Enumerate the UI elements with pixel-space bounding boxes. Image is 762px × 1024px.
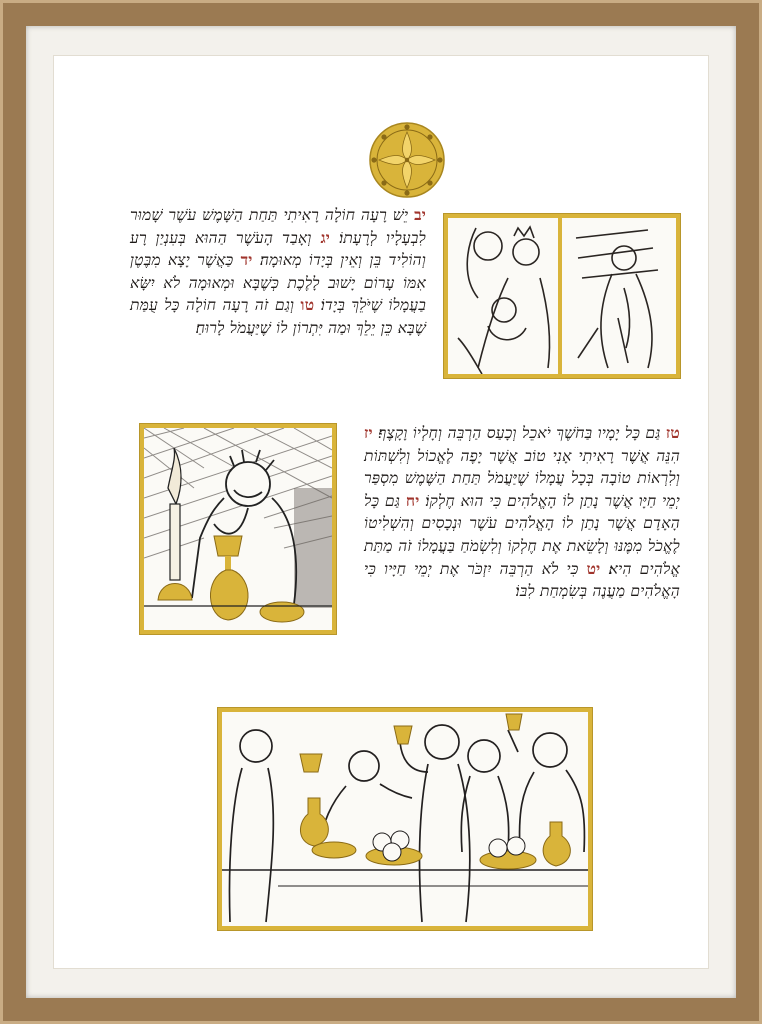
verse-number: יח: [405, 490, 420, 510]
verse-number: יט: [586, 558, 601, 578]
mat-board: [26, 26, 736, 998]
verse-text: כִּי לֹא הַרְבֵּה יִזְכֹּר אֶת יְמֵי חַיָּיו כִּי הָאֱלֹהִים מַעֲנֶה בְּשִׂמְחַת לִבּוֹ׃: [364, 559, 680, 601]
illustration-panel-banquet: [218, 708, 592, 930]
verse-text: וְגַם זֹה רָעָה חוֹלָה כָּל עֻמַּת שֶׁבָּא כֵּן יֵלֵךְ וּמַה יִּתְרוֹן לוֹ שֶׁיַּעֲמֹל לָרוּחַ׃: [130, 296, 426, 337]
verse-number: יד: [240, 250, 253, 270]
verse-text: גַּם כָּל הָאָדָם אֲשֶׁר נָתַן לוֹ הָאֱלֹהִים עֹשֶׁר וּנְכָסִים וְהִשְׁלִיטוֹ לֶאֱכֹל מִמֶּנּוּ וְלָשֵׂאת אֶת חֶלְקוֹ וְלִשְׂמֹחַ בַּעֲמָלוֹ זֹה מַתַּת אֱלֹהִים הִיא׃: [364, 491, 681, 578]
verse-number: יז: [364, 423, 373, 442]
illustration-panel-drinker: [140, 424, 336, 634]
hebrew-text-block-1: [130, 204, 426, 340]
verse-text: גַּם כָּל יָמָיו בַּחֹשֶׁךְ יֹאכֵל וְכָעַס הַרְבֵּה וְחָלְיוֹ וָקָצֶף׃: [372, 424, 666, 442]
illustration-panel-mourners: [444, 214, 680, 378]
hebrew-text-block-2: [364, 422, 680, 603]
verse-text: יֵשׁ רָעָה חוֹלָה רָאִיתִי תַּחַת הַשָּׁמֶשׁ עֹשֶׁר שָׁמוּר לִבְעָלָיו לְרָעָתוֹ׃: [130, 206, 426, 247]
verse-number: טז: [665, 423, 680, 442]
verse-text: וְאָבַד הָעֹשֶׁר הַהוּא בְּעִנְיַן רָע וְהוֹלִיד בֵּן וְאֵין בְּיָדוֹ מְאוּמָה׃: [130, 228, 426, 270]
verse-text: הִנֵּה אֲשֶׁר רָאִיתִי אָנִי טוֹב אֲשֶׁר יָפֶה לֶאֱכוֹל וְלִשְׁתּוֹת וְלִרְאוֹת טוֹבָה בְּכָל עֲמָלוֹ שֶׁיַּעֲמֹל תַּחַת הַשֶּׁמֶשׁ מִסְפַּר יְמֵי חַיָּו אֲשֶׁר נָתַן לוֹ הָאֱלֹהִים כִּי הוּא חֶלְקוֹ׃: [364, 446, 680, 510]
verse-number: טו: [300, 295, 315, 315]
manuscript-page: [54, 56, 708, 968]
verse-text: כַּאֲשֶׁר יָצָא מִבֶּטֶן אִמּוֹ עָרוֹם יָשׁוּב לָלֶכֶת כְּשֶׁבָּא וּמְאוּמָה לֹא יִשָּׂא בַעֲמָלוֹ שֶׁיֹּלֵךְ בְּיָדוֹ׃: [130, 251, 427, 315]
verse-number: יג: [320, 227, 331, 247]
gold-rosette-icon: [367, 120, 447, 200]
verse-number: יב: [414, 205, 426, 224]
